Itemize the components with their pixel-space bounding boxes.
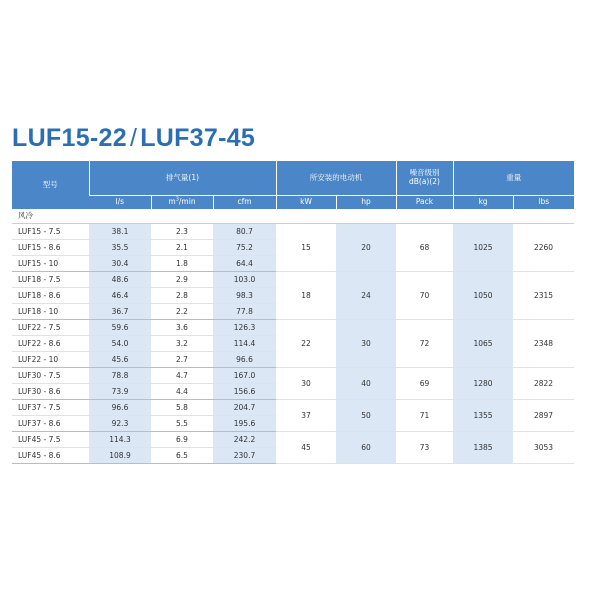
motor-kw-cell: 30 xyxy=(276,368,336,400)
flow-m3min-cell: 6.9 xyxy=(151,432,213,448)
model-cell: LUF22 - 10 xyxy=(12,352,89,368)
motor-hp-cell: 40 xyxy=(336,368,396,400)
flow-cfm-cell: 98.3 xyxy=(213,288,276,304)
header-noise xyxy=(396,161,453,196)
flow-cfm-cell: 77.8 xyxy=(213,304,276,320)
flow-ls-cell: 30.4 xyxy=(89,256,151,272)
unit-m3min-rest: /min xyxy=(178,197,196,207)
model-cell: LUF37 - 7.5 xyxy=(12,400,89,416)
table-row xyxy=(12,432,574,448)
weight-kg-cell: 1050 xyxy=(453,272,513,320)
flow-ls-cell: 78.8 xyxy=(89,368,151,384)
header-noise-line2: dB(a)(2) xyxy=(409,177,440,186)
motor-kw-cell: 37 xyxy=(276,400,336,432)
model-cell: LUF45 - 8.6 xyxy=(12,448,89,464)
flow-ls-cell: 108.9 xyxy=(89,448,151,464)
motor-hp-cell: 60 xyxy=(336,432,396,464)
weight-kg-cell: 1280 xyxy=(453,368,513,400)
header-weight: 重量 xyxy=(453,161,574,196)
model-cell: LUF15 - 10 xyxy=(12,256,89,272)
flow-m3min-cell: 2.7 xyxy=(151,352,213,368)
flow-m3min-cell: 2.2 xyxy=(151,304,213,320)
title-part-1: LUF15-22 xyxy=(12,124,127,152)
flow-m3min-cell: 1.8 xyxy=(151,256,213,272)
header-noise-line1: 噪音级别 xyxy=(409,168,440,178)
weight-lbs-cell: 2315 xyxy=(513,272,574,320)
motor-hp-cell: 20 xyxy=(336,224,396,272)
noise-pack-cell: 73 xyxy=(396,432,453,464)
table-row xyxy=(12,368,574,384)
flow-ls-cell: 92.3 xyxy=(89,416,151,432)
unit-pack: Pack xyxy=(396,196,453,210)
unit-hp: hp xyxy=(336,196,396,210)
noise-pack-cell: 72 xyxy=(396,320,453,368)
unit-ls: l/s xyxy=(89,196,151,210)
flow-cfm-cell: 80.7 xyxy=(213,224,276,240)
flow-ls-cell: 54.0 xyxy=(89,336,151,352)
flow-cfm-cell: 96.6 xyxy=(213,352,276,368)
flow-m3min-cell: 4.4 xyxy=(151,384,213,400)
model-cell: LUF18 - 8.6 xyxy=(12,288,89,304)
motor-kw-cell: 15 xyxy=(276,224,336,272)
flow-cfm-cell: 126.3 xyxy=(213,320,276,336)
header-motor: 所安装的电动机 xyxy=(276,161,396,196)
unit-m3min xyxy=(151,196,213,210)
weight-lbs-cell: 2260 xyxy=(513,224,574,272)
flow-ls-cell: 73.9 xyxy=(89,384,151,400)
unit-m3min-sup: 3 xyxy=(175,196,179,203)
unit-cfm: cfm xyxy=(213,196,276,210)
flow-m3min-cell: 2.9 xyxy=(151,272,213,288)
unit-kw: kW xyxy=(276,196,336,210)
motor-hp-cell: 30 xyxy=(336,320,396,368)
table-row xyxy=(12,224,574,240)
model-cell: LUF30 - 7.5 xyxy=(12,368,89,384)
header-model: 型号 xyxy=(12,161,89,209)
motor-kw-cell: 22 xyxy=(276,320,336,368)
table-body xyxy=(12,209,574,464)
motor-kw-cell: 45 xyxy=(276,432,336,464)
model-cell: LUF15 - 7.5 xyxy=(12,224,89,240)
flow-ls-cell: 96.6 xyxy=(89,400,151,416)
flow-m3min-cell: 2.3 xyxy=(151,224,213,240)
model-cell: LUF18 - 7.5 xyxy=(12,272,89,288)
model-cell: LUF30 - 8.6 xyxy=(12,384,89,400)
flow-cfm-cell: 75.2 xyxy=(213,240,276,256)
flow-cfm-cell: 156.6 xyxy=(213,384,276,400)
flow-ls-cell: 59.6 xyxy=(89,320,151,336)
flow-ls-cell: 45.6 xyxy=(89,352,151,368)
category-row xyxy=(12,209,574,224)
flow-ls-cell: 48.6 xyxy=(89,272,151,288)
flow-ls-cell: 35.5 xyxy=(89,240,151,256)
flow-cfm-cell: 167.0 xyxy=(213,368,276,384)
flow-m3min-cell: 2.8 xyxy=(151,288,213,304)
model-cell: LUF15 - 8.6 xyxy=(12,240,89,256)
noise-pack-cell: 69 xyxy=(396,368,453,400)
flow-m3min-cell: 5.8 xyxy=(151,400,213,416)
flow-m3min-cell: 3.2 xyxy=(151,336,213,352)
category-label: 风冷 xyxy=(12,209,574,224)
unit-m3min-base: m xyxy=(168,197,176,207)
flow-cfm-cell: 64.4 xyxy=(213,256,276,272)
motor-kw-cell: 18 xyxy=(276,272,336,320)
weight-lbs-cell: 2897 xyxy=(513,400,574,432)
unit-lbs: lbs xyxy=(513,196,574,210)
flow-cfm-cell: 114.4 xyxy=(213,336,276,352)
model-cell: LUF22 - 7.5 xyxy=(12,320,89,336)
noise-pack-cell: 70 xyxy=(396,272,453,320)
motor-hp-cell: 50 xyxy=(336,400,396,432)
model-cell: LUF45 - 7.5 xyxy=(12,432,89,448)
weight-lbs-cell: 2822 xyxy=(513,368,574,400)
flow-m3min-cell: 2.1 xyxy=(151,240,213,256)
flow-ls-cell: 36.7 xyxy=(89,304,151,320)
flow-cfm-cell: 195.6 xyxy=(213,416,276,432)
model-cell: LUF22 - 8.6 xyxy=(12,336,89,352)
flow-cfm-cell: 230.7 xyxy=(213,448,276,464)
noise-pack-cell: 68 xyxy=(396,224,453,272)
weight-kg-cell: 1385 xyxy=(453,432,513,464)
model-cell: LUF18 - 10 xyxy=(12,304,89,320)
title-separator: / xyxy=(129,124,138,152)
weight-kg-cell: 1065 xyxy=(453,320,513,368)
page-title xyxy=(12,124,255,153)
weight-kg-cell: 1025 xyxy=(453,224,513,272)
weight-lbs-cell: 3053 xyxy=(513,432,574,464)
flow-m3min-cell: 3.6 xyxy=(151,320,213,336)
flow-m3min-cell: 5.5 xyxy=(151,416,213,432)
header-air-delivery: 排气量(1) xyxy=(89,161,276,196)
flow-cfm-cell: 204.7 xyxy=(213,400,276,416)
title-part-2: LUF37-45 xyxy=(140,124,256,152)
noise-pack-cell: 71 xyxy=(396,400,453,432)
flow-ls-cell: 46.4 xyxy=(89,288,151,304)
unit-kg: kg xyxy=(453,196,513,210)
model-cell: LUF37 - 8.6 xyxy=(12,416,89,432)
flow-cfm-cell: 242.2 xyxy=(213,432,276,448)
flow-ls-cell: 38.1 xyxy=(89,224,151,240)
spec-table xyxy=(12,161,574,464)
table-row xyxy=(12,400,574,416)
table-row xyxy=(12,320,574,336)
weight-kg-cell: 1355 xyxy=(453,400,513,432)
table-row xyxy=(12,272,574,288)
flow-m3min-cell: 4.7 xyxy=(151,368,213,384)
flow-cfm-cell: 103.0 xyxy=(213,272,276,288)
motor-hp-cell: 24 xyxy=(336,272,396,320)
table-header xyxy=(12,161,574,209)
flow-ls-cell: 114.3 xyxy=(89,432,151,448)
flow-m3min-cell: 6.5 xyxy=(151,448,213,464)
weight-lbs-cell: 2348 xyxy=(513,320,574,368)
